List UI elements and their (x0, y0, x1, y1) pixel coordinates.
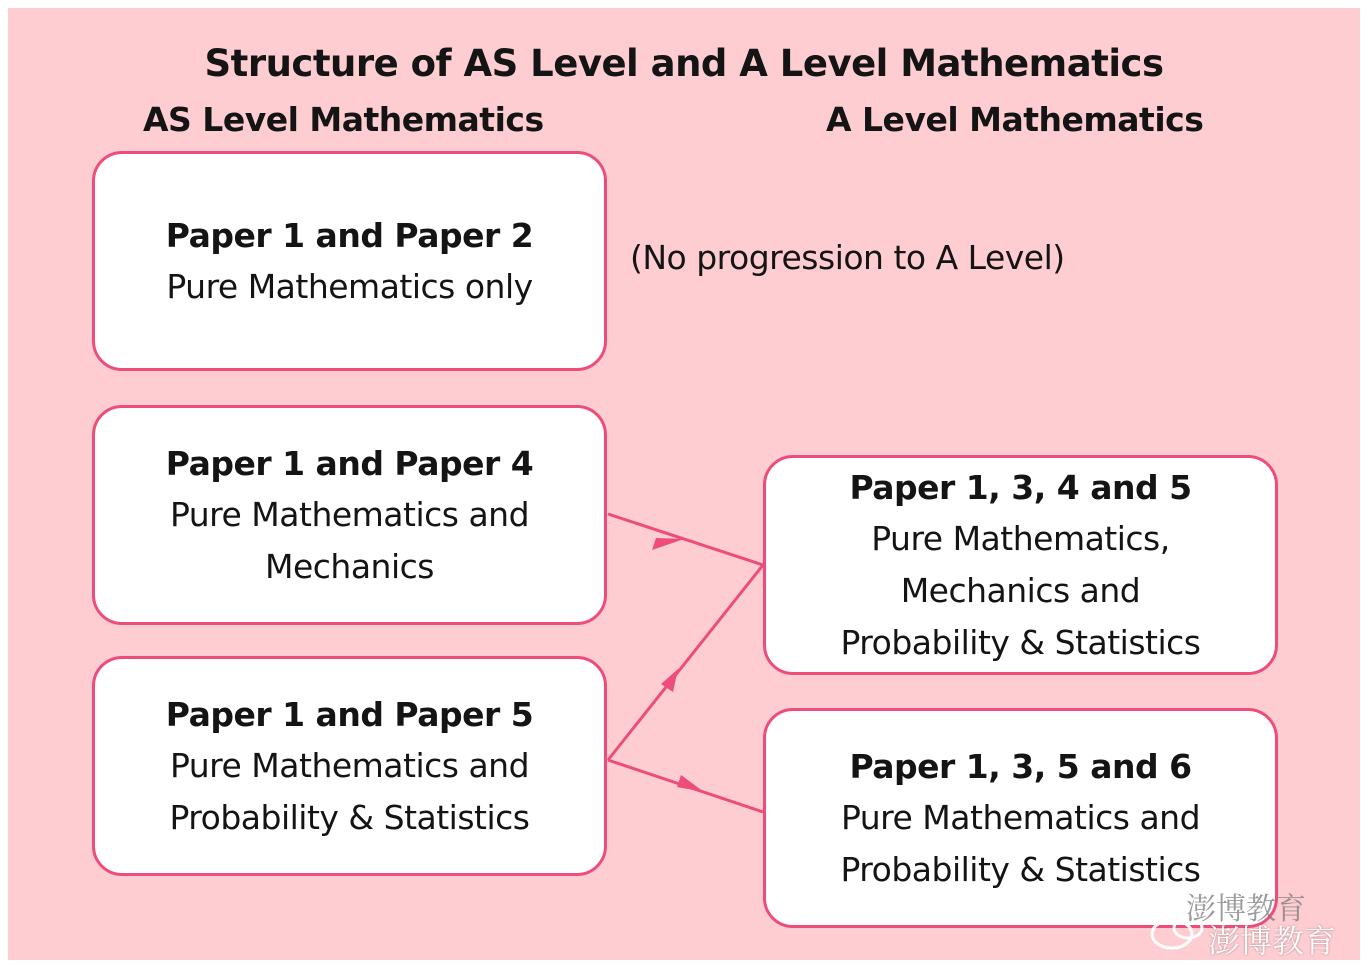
as-option-description-line: Probability & Statistics (169, 797, 530, 837)
no-progression-note: (No progression to A Level) (630, 238, 1065, 277)
as-option-papers: Paper 1 and Paper 5 (165, 694, 534, 734)
arrow-as3-to-a2 (608, 760, 763, 812)
as-level-heading: AS Level Mathematics (143, 100, 544, 139)
as-option-description-line: Pure Mathematics and (169, 494, 530, 534)
as-option-description (170, 489, 529, 593)
watermark-text: 澎博教育 (1186, 892, 1306, 927)
arrowhead-as3-to-a1 (661, 669, 678, 692)
arrow-as3-to-a1 (608, 565, 763, 760)
as-option-description-line: Mechanics (265, 546, 434, 586)
a-level-heading: A Level Mathematics (826, 100, 1204, 139)
as-option-paper-1-5 (92, 656, 607, 876)
as-option-description (166, 261, 532, 313)
diagram-canvas (8, 8, 1360, 960)
as-option-description-line: Pure Mathematics only (166, 266, 533, 306)
as-option-paper-1-2 (92, 151, 607, 371)
a-option-papers: Paper 1, 3, 4 and 5 (849, 467, 1192, 507)
a-option-description-line: Mechanics and (900, 570, 1141, 610)
diagram-title: Structure of AS Level and A Level Mathematics (204, 42, 1164, 85)
a-option-description (840, 792, 1200, 896)
arrowhead-as3-to-a2 (677, 775, 704, 792)
as-option-papers: Paper 1 and Paper 4 (165, 443, 534, 483)
as-option-paper-1-4 (92, 405, 607, 625)
as-option-description-line: Pure Mathematics and (169, 745, 530, 785)
a-option-description-line: Pure Mathematics, (871, 518, 1170, 558)
arrow-as2-to-a1 (608, 514, 763, 565)
a-option-description-line: Pure Mathematics and (840, 797, 1201, 837)
arrowhead-as2-to-a1 (652, 538, 684, 550)
as-option-papers: Paper 1 and Paper 2 (165, 215, 534, 255)
a-option-description (840, 513, 1200, 669)
as-option-description (169, 740, 529, 844)
watermark-text: 澎博教育 (1208, 922, 1337, 960)
a-option-description-line: Probability & Statistics (840, 849, 1201, 889)
a-option-description-line: Probability & Statistics (840, 622, 1201, 662)
a-option-paper-1-3-4-5 (763, 455, 1278, 675)
a-option-papers: Paper 1, 3, 5 and 6 (849, 746, 1192, 786)
